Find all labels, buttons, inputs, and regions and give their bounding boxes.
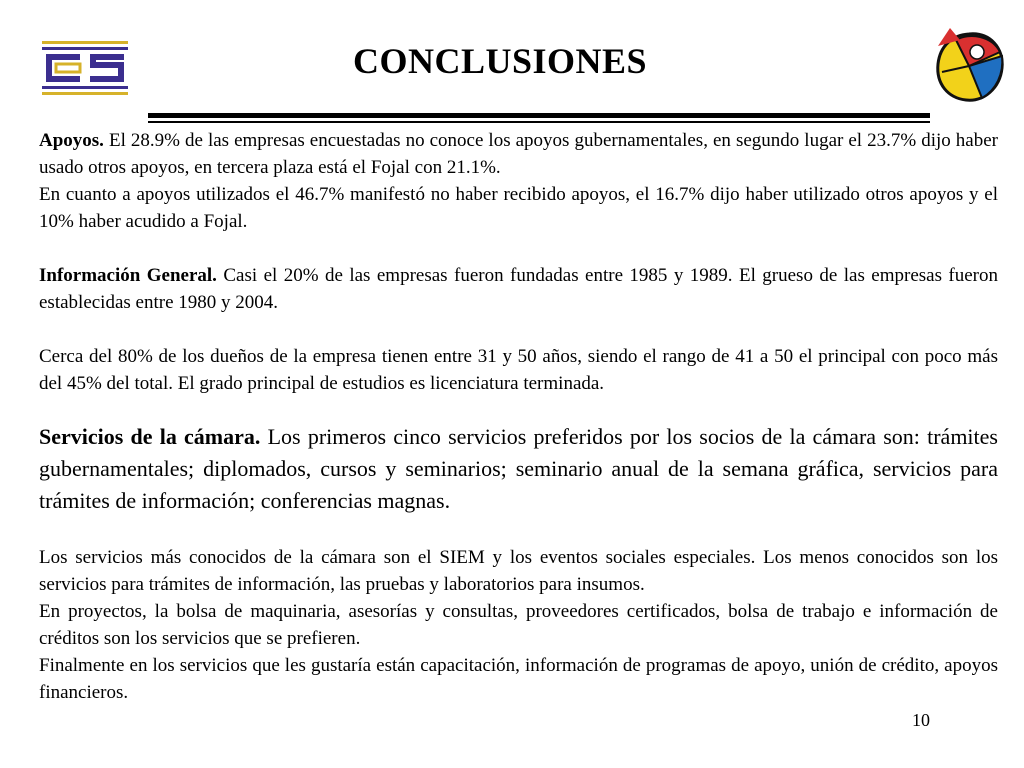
paragraph-text: El 28.9% de las empresas encuestadas no conoce los apoyos gubernamentales, en segundo lugar el 23.7% dijo haber usado otros apoyos, en tercera plaza está el Fojal con 21.1%.	[39, 130, 998, 178]
page-title: CONCLUSIONES	[352, 41, 648, 81]
paragraph-text: En cuanto a apoyos utilizados el 46.7% manifestó no haber recibido apoyos, el 16.7% dijo haber utilizado otros apoyos y el 10% haber acudido a Fojal.	[39, 184, 998, 232]
paragraph-text: Los primeros cinco servicios preferidos por los socios de la cámara son: trámites gubernamentales; diplomados, cursos y seminarios; seminario anual de la semana gráfica, servicios para trámites de información; conferencias magnas.	[39, 424, 998, 513]
conclusions-body	[39, 127, 998, 706]
paragraph-text: En proyectos, la bolsa de maquinaria, asesorías y consultas, proveedores certificados, bolsa de trabajo e información de créditos son los servicios que se prefieren.	[39, 601, 998, 649]
paragraph-apoyos	[39, 127, 998, 181]
paragraph-text: Casi el 20% de las empresas fueron fundadas entre 1985 y 1989. El grueso de las empresas fueron establecidas entre 1980 y 2004.	[39, 265, 998, 313]
paragraph-text: Finalmente en los servicios que les gustaría están capacitación, información de programas de apoyo, unión de crédito, apoyos financieros.	[39, 655, 998, 703]
section-heading: Servicios de la cámara.	[39, 424, 261, 449]
logo-icon	[932, 26, 1006, 106]
section-heading: Apoyos.	[39, 130, 104, 151]
logo-icon	[40, 38, 130, 98]
page-number: 10	[912, 710, 930, 730]
paragraph-servicios	[39, 421, 998, 517]
title-divider	[148, 113, 930, 118]
paragraph-informacion	[39, 262, 998, 316]
paragraph-text: Cerca del 80% de los dueños de la empresa tienen entre 31 y 50 años, siendo el rango de 41 a 50 el principal con poco más del 45% del total. El grado principal de estudios es licenciatura terminada.	[39, 346, 998, 394]
section-heading: Información General.	[39, 265, 217, 286]
paragraph-text: Los servicios más conocidos de la cámara son el SIEM y los eventos sociales especiales. Los menos conocidos son los servicios para trámites de información, las pruebas y laboratorios para insumos.	[39, 547, 998, 595]
title-divider	[148, 121, 930, 123]
